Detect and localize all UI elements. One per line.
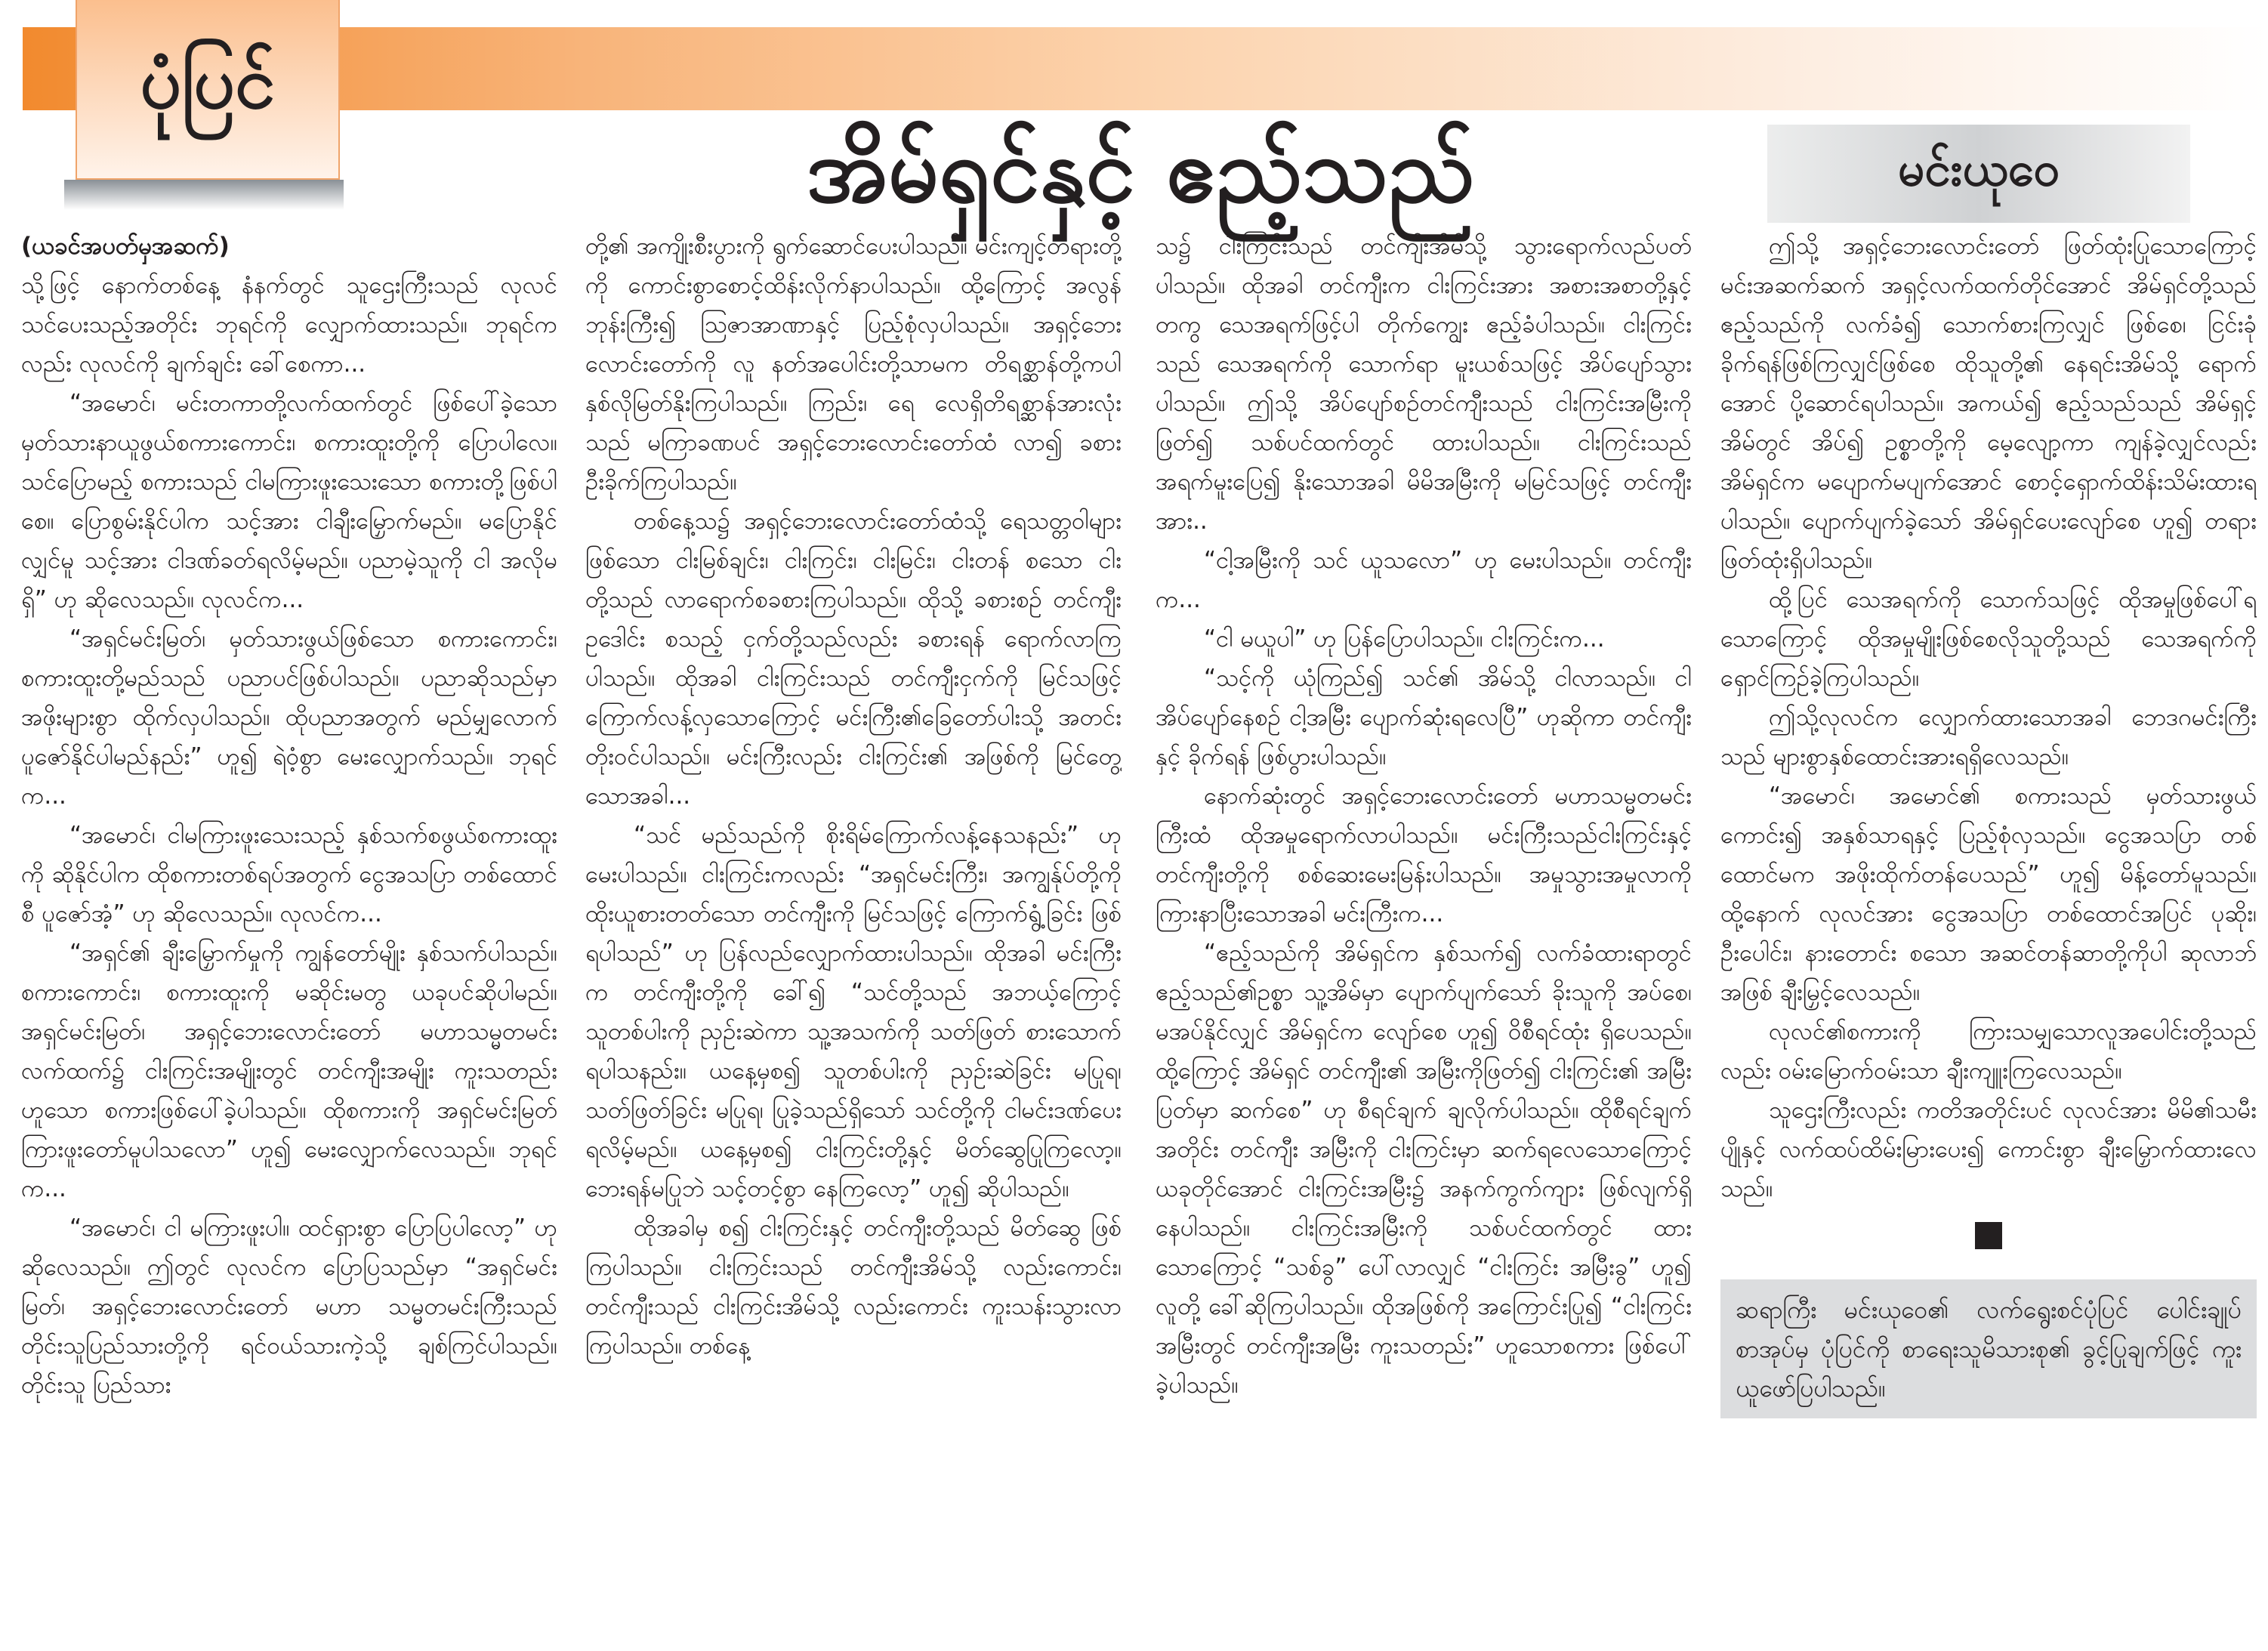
column-1 bbox=[21, 227, 557, 1646]
paragraph: “ငါ မယူပါ” ဟု ပြန်ပြောပါသည်။ ငါးကြင်းက... bbox=[1204, 625, 1605, 653]
paragraph: “အရှင်မင်းမြတ်၊ မှတ်သားဖွယ်ဖြစ်သော စကားကောင်း၊ စကားထူးတို့မည်သည် ပညာပင်ဖြစ်ပါသည်။ ပညာဆိုသည်မှာ အဖိုးများစွာ ထိုက်လှပါသည်။ ထိုပညာအတွက် မည်မျှလောက် ပူဇော်နိုင်ပါမည်နည်း” ဟူ၍ ရဲဝံ့စွာ မေးလျှောက်သည်။ ဘုရင်က... bbox=[21, 625, 557, 810]
credit-note: ဆရာကြီး မင်းယုဝေ၏ လက်ရွေးစင်ပုံပြင် ပေါင်းချုပ် စာအုပ်မှ ပုံပြင်ကို စာရေးသူမိသားစု၏ ခွင့်ပြုချက်ဖြင့် ကူးယူဖော်ပြပါသည်။ bbox=[1720, 1279, 2257, 1418]
end-mark-square bbox=[1975, 1222, 2002, 1249]
paragraph: “ငါ့အမြီးကို သင် ယူသလော” ဟု မေးပါသည်။ တင်ကျီးက... bbox=[1156, 547, 1692, 613]
paragraph: လုလင်၏စကားကို ကြားသမျှသောလူအပေါင်းတို့သည်လည်း ဝမ်းမြောက်ဝမ်းသာ ချီးကျူးကြလေသည်။ bbox=[1720, 1018, 2257, 1085]
article-title: အိမ်ရှင်နှင့် ဧည့်သည် bbox=[806, 118, 1475, 222]
paragraph: “ဧည့်သည်ကို အိမ်ရှင်က နှစ်သက်၍ လက်ခံထားရာတွင် ဧည့်သည်၏ဥစ္စာ သူ့အိမ်မှာ ပျောက်ပျက်သော် ခိုးသူကို အပ်စေ၊ မအပ်နိုင်လျှင် အိမ်ရှင်က လျော်စေ ဟူ၍ ဝိစီရင်ထုံး ရှိပေသည်။ ထို့ကြောင့် အိမ်ရှင် တင်ကျီး၏ အမြီးကိုဖြတ်၍ ငါးကြင်း၏ အမြီးပြတ်မှာ ဆက်စေ” ဟု စီရင်ချက် ချလိုက်ပါသည်။ ထိုစီရင်ချက်အတိုင်း တင်ကျီး အမြီးကို ငါးကြင်းမှာ ဆက်ရလေသောကြောင့် ယခုတိုင်အောင် ငါးကြင်းအမြီး၌ အနက်ကွက်ကျား ဖြစ်လျက်ရှိနေပါသည်။ ငါးကြင်းအမြီးကို သစ်ပင်ထက်တွင် ထားသောကြောင့် “သစ်ခွ” ပေါ်လာလျှင် “ငါးကြင်း အမြီးခွ” ဟူ၍ လူတို့ ခေါ်ဆိုကြပါသည်။ ထိုအဖြစ်ကို အကြောင်းပြု၍ “ငါးကြင်းအမြီးတွင် တင်ကျီးအမြီး ကူးသတည်း” ဟူသောစကား ဖြစ်ပေါ်ခဲ့ပါသည်။ bbox=[1156, 940, 1692, 1399]
paragraph: ထိုအခါမှ စ၍ ငါးကြင်းနှင့် တင်ကျီးတို့သည် မိတ်ဆွေ ဖြစ်ကြပါသည်။ ငါးကြင်းသည် တင်ကျီးအိမ်သို့ လည်းကောင်း၊ တင်ကျီးသည် ငါးကြင်းအိမ်သို့ လည်းကောင်း ကူးသန်းသွားလာကြပါသည်။ တစ်နေ့ bbox=[585, 1214, 1122, 1359]
paragraph: သူဌေးကြီးလည်း ကတိအတိုင်းပင် လုလင်အား မိမိ၏သမီးပျိုနှင့် လက်ထပ်ထိမ်းမြားပေး၍ ကောင်းစွာ ချီးမြှောက်ထားလေသည်။ bbox=[1720, 1097, 2257, 1202]
header-band bbox=[23, 27, 2268, 110]
column-2 bbox=[585, 227, 1122, 1646]
author-box bbox=[1767, 125, 2190, 223]
paragraph: “အမောင်၊ ငါ မကြားဖူးပါ။ ထင်ရှားစွာ ပြောပြပါလော့” ဟု ဆိုလေသည်။ ဤတွင် လုလင်က ပြောပြသည်မှာ “အရှင်မင်းမြတ်၊ အရှင့်ဘေးလောင်းတော် မဟာ သမ္မတမင်းကြီးသည် တိုင်းသူပြည်သားတို့ကို ရင်ဝယ်သားကဲ့သို့ ချစ်ကြင်ပါသည်။ တိုင်းသူ ပြည်သား bbox=[21, 1214, 557, 1399]
paragraph: သ၌ ငါးကြင်းသည် တင်ကျီးအိမ်သို့ သွားရောက်လည်ပတ်ပါသည်။ ထိုအခါ တင်ကျီးက ငါးကြင်းအား အစားအစာတို့နှင့်တကွ သေအရက်ဖြင့်ပါ တိုက်ကျွေး ဧည့်ခံပါသည်။ ငါးကြင်းသည် သေအရက်ကို သောက်ရာ မူးယစ်သဖြင့် အိပ်ပျော်သွားပါသည်။ ဤသို့ အိပ်ပျော်စဉ်တင်ကျီးသည် ငါးကြင်းအမြီးကို ဖြတ်၍ သစ်ပင်ထက်တွင် ထားပါသည်။ ငါးကြင်းသည် အရက်မူးပြေ၍ နိုးသောအခါ မိမိအမြီးကို မမြင်သဖြင့် တင်ကျီးအား.. bbox=[1156, 233, 1692, 535]
section-label: ပုံပြင် bbox=[140, 40, 276, 125]
continued-label: (ယခင်အပတ်မှအဆက်) bbox=[21, 233, 230, 260]
paragraph: “အမောင်၊ အမောင်၏ စကားသည် မှတ်သားဖွယ်ကောင်း၍ အနှစ်သာရနှင့် ပြည့်စုံလှသည်။ ငွေအသပြာ တစ်ထောင်မက အဖိုးထိုက်တန်ပေသည်” ဟူ၍ မိန့်တော်မူသည်။ ထို့နောက် လုလင်အား ငွေအသပြာ တစ်ထောင်အပြင် ပုဆိုး၊ ဦးပေါင်း၊ နားတောင်း စသော အဆင်တန်ဆာတို့ကိုပါ ဆုလာဘ်အဖြစ် ချီးမြှင့်လေသည်။ bbox=[1720, 782, 2257, 1006]
paragraph: ဤသို့ အရှင့်ဘေးလောင်းတော် ဖြတ်ထုံးပြုသောကြောင့် မင်းအဆက်ဆက် အရှင့်လက်ထက်တိုင်အောင် အိမ်ရှင်တို့သည် ဧည့်သည်ကို လက်ခံ၍ သောက်စားကြလျှင် ဖြစ်စေ၊ ငြင်းခုံခိုက်ရန်ဖြစ်ကြလျှင်ဖြစ်စေ ထိုသူတို့၏ နေရင်းအိမ်သို့ ရောက်အောင် ပို့ဆောင်ရပါသည်။ အကယ်၍ ဧည့်သည်သည် အိမ်ရှင့်အိမ်တွင် အိပ်၍ ဥစ္စာတို့ကို မေ့လျော့ကာ ကျန်ခဲ့လျှင်လည်း အိမ်ရှင်က မပျောက်မပျက်အောင် စောင့်ရှောက်ထိန်းသိမ်းထားရပါသည်။ ပျောက်ပျက်ခဲ့သော် အိမ်ရှင်ပေးလျော်စေ ဟူ၍ တရားဖြတ်ထုံးရှိပါသည်။ bbox=[1720, 233, 2257, 574]
author-name: မင်းယုဝေ bbox=[1897, 140, 2060, 196]
paragraph: “အမောင်၊ မင်းတကာတို့လက်ထက်တွင် ဖြစ်ပေါ်ခဲ့သော မှတ်သားနာယူဖွယ်စကားကောင်း၊ စကားထူးတို့ကို ပြောပါလေ။ သင်ပြောမည့် စကားသည် ငါမကြားဖူးသေးသော စကားတို့ဖြစ်ပါစေ။ ပြောစွမ်းနိုင်ပါက သင့်အား ငါချီးမြှောက်မည်။ မပြောနိုင်လျှင်မူ သင့်အား ငါဒဏ်ခတ်ရလိမ့်မည်။ ပညာမဲ့သူကို ငါ အလိုမရှိ” ဟု ဆိုလေသည်။ လုလင်က... bbox=[21, 390, 557, 613]
paragraph: “သင် မည်သည်ကို စိုးရိမ်ကြောက်လန့်နေသနည်း” ဟု မေးပါသည်။ ငါးကြင်းကလည်း “အရှင်မင်းကြီး၊ အကျွန်ုပ်တို့ကို ထိုးယူစားတတ်သော တင်ကျီးကို မြင်သဖြင့် ကြောက်ရွံ့ခြင်း ဖြစ်ရပါသည်” ဟု ပြန်လည်လျှောက်ထားပါသည်။ ထိုအခါ မင်းကြီးက တင်ကျီးတို့ကို ခေါ်၍ “သင်တို့သည် အဘယ့်ကြောင့် သူတစ်ပါးကို ညှဉ်းဆဲကာ သူ့အသက်ကို သတ်ဖြတ် စားသောက်ရပါသနည်း။ ယနေ့မှစ၍ သူတစ်ပါးကို ညှဉ်းဆဲခြင်း မပြုရ၊ သတ်ဖြတ်ခြင်း မပြုရ၊ ပြုခဲ့သည်ရှိသော် သင်တို့ကို ငါမင်းဒဏ်ပေးရလိမ့်မည်။ ယနေ့မှစ၍ ငါးကြင်းတို့နှင့် မိတ်ဆွေပြုကြလော့။ ဘေးရန်မပြုဘဲ သင့်တင့်စွာ နေကြလော့” ဟူ၍ ဆိုပါသည်။ bbox=[585, 822, 1122, 1202]
column-4 bbox=[1720, 227, 2257, 1646]
column-3 bbox=[1156, 227, 1692, 1646]
paragraph: “အမောင်၊ ငါမကြားဖူးသေးသည့် နှစ်သက်စဖွယ်စကားထူးကို ဆိုနိုင်ပါက ထိုစကားတစ်ရပ်အတွက် ငွေအသပြာ တစ်ထောင်စီ ပူဇော်အံ့” ဟု ဆိုလေသည်။ လုလင်က... bbox=[21, 822, 557, 927]
paragraph: ဤသို့လုလင်က လျှောက်ထားသောအခါ ဘေဒဂမင်းကြီးသည် များစွာနှစ်ထောင်းအားရရှိလေသည်။ bbox=[1720, 704, 2257, 770]
paragraph: သို့ဖြင့် နောက်တစ်နေ့ နံနက်တွင် သူဌေးကြီးသည် လုလင်သင်ပေးသည့်အတိုင်း ဘုရင်ကို လျှောက်ထားသည်။ ဘုရင်ကလည်း လုလင်ကို ချက်ချင်း ခေါ်စေကာ... bbox=[21, 272, 557, 378]
paragraph: တစ်နေ့သ၌ အရှင့်ဘေးလောင်းတော်ထံသို့ ရေသတ္တဝါများဖြစ်သော ငါးမြစ်ချင်း၊ ငါးကြင်း၊ ငါးမြင်း၊ ငါးတန် စသော ငါးတို့သည် လာရောက်စခစားကြပါသည်။ ထိုသို့ ခစားစဉ် တင်ကျီး ဥဒေါင်း စသည့် ငှက်တို့သည်လည်း ခစားရန် ရောက်လာကြပါသည်။ ထိုအခါ ငါးကြင်းသည် တင်ကျီးငှက်ကို မြင်သဖြင့် ကြောက်လန့်လှသောကြောင့် မင်းကြီး၏ခြေတော်ပါးသို့ အတင်းတိုးဝင်ပါသည်။ မင်းကြီးလည်း ငါးကြင်း၏ အဖြစ်ကို မြင်တွေ့သောအခါ... bbox=[585, 508, 1122, 810]
paragraph: တို့၏ အကျိုးစီးပွားကို ရွက်ဆောင်ပေးပါသည်။ မင်းကျင့်တရားတို့ကို ကောင်းစွာစောင့်ထိန်းလိုက်နာပါသည်။ ထို့ကြောင့် အလွန်ဘုန်းကြီး၍ သြဇာအာဏာနှင့် ပြည့်စုံလှပါသည်။ အရှင့်ဘေးလောင်းတော်ကို လူ နတ်အပေါင်းတို့သာမက တိရစ္ဆာန်တို့ကပါ နှစ်လိုမြတ်နိုးကြပါသည်။ ကြည်း၊ ရေ လေရှိတိရစ္ဆာန်အားလုံးသည် မကြာခဏပင် အရှင့်ဘေးလောင်းတော်ထံ လာ၍ ခစားဦးခိုက်ကြပါသည်။ bbox=[585, 233, 1122, 495]
paragraph: “သင့်ကို ယုံကြည်၍ သင်၏ အိမ်သို့ ငါလာသည်။ ငါ အိပ်ပျော်နေစဉ် ငါ့အမြီး ပျောက်ဆုံးရလေပြီ” ဟုဆိုကာ တင်ကျီးနှင့် ခိုက်ရန် ဖြစ်ပွားပါသည်။ bbox=[1156, 665, 1692, 770]
paragraph: “အရှင်၏ ချီးမြှောက်မှုကို ကျွန်တော်မျိုး နှစ်သက်ပါသည်။ စကားကောင်း၊ စကားထူးကို မဆိုင်းမတွ ယခုပင်ဆိုပါမည်။ အရှင်မင်းမြတ်၊ အရှင့်ဘေးလောင်းတော် မဟာသမ္မတမင်းလက်ထက်၌ ငါးကြင်းအမျိုးတွင် တင်ကျီးအမျိုး ကူးသတည်း ဟူသော စကားဖြစ်ပေါ်ခဲ့ပါသည်။ ထိုစကားကို အရှင်မင်းမြတ် ကြားဖူးတော်မူပါသလော” ဟူ၍ မေးလျှောက်လေသည်။ ဘုရင်က... bbox=[21, 940, 557, 1202]
paragraph: နောက်ဆုံးတွင် အရှင့်ဘေးလောင်းတော် မဟာသမ္မတမင်းကြီးထံ ထိုအမှုရောက်လာပါသည်။ မင်းကြီးသည်ငါးကြင်းနှင့်တင်ကျီးတို့ကို စစ်ဆေးမေးမြန်းပါသည်။ အမှုသွားအမှုလာကို ကြားနာပြီးသောအခါ မင်းကြီးက... bbox=[1156, 782, 1692, 927]
paragraph: ထို့ပြင် သေအရက်ကို သောက်သဖြင့် ထိုအမှုဖြစ်ပေါ်ရသောကြောင့် ထိုအမှုမျိုးဖြစ်စေလိုသူတို့သည် သေအရက်ကို ရှောင်ကြဉ်ခဲ့ကြပါသည်။ bbox=[1720, 586, 2257, 692]
section-tab bbox=[76, 0, 340, 180]
tab-shadow bbox=[64, 180, 344, 210]
